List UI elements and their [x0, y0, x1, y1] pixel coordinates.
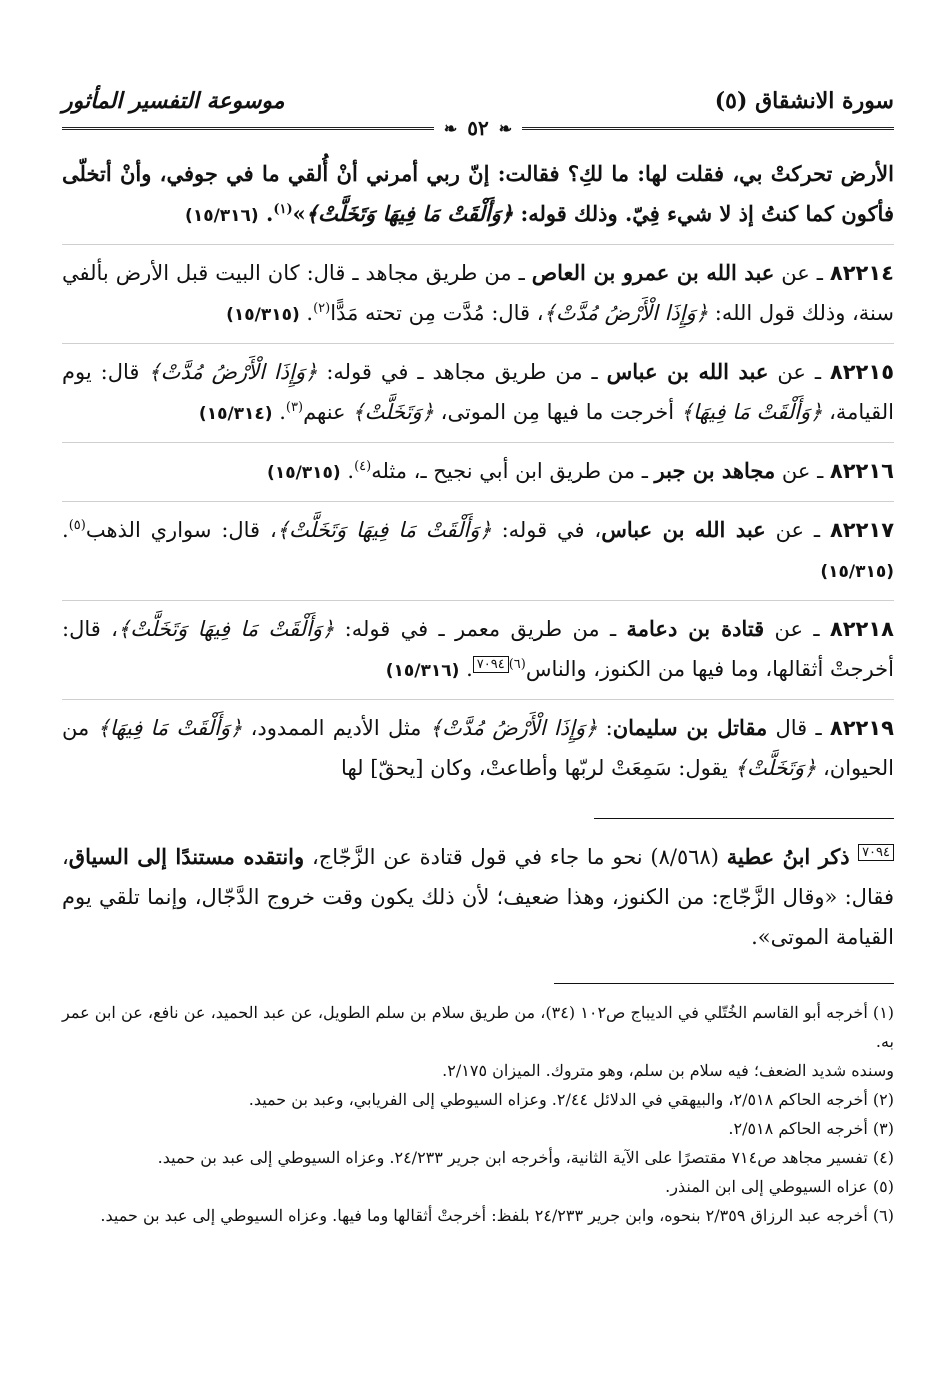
entry-82214	[62, 253, 894, 344]
text: .	[299, 301, 314, 325]
text: .	[266, 201, 274, 226]
text: ، قال: مُدَّت مِن تحته مَدًّا	[330, 301, 544, 325]
volume-reference: (١٥/٣١٤)	[198, 404, 273, 424]
entry-82217	[62, 510, 894, 601]
entry-82218	[62, 609, 894, 700]
footnote-mark[interactable]: (٤)	[354, 459, 372, 474]
text: مثل الأديم الممدود،	[242, 716, 430, 740]
quran-quote: ﴿وَإِذَا الْأَرْضُ مُدَّتْ﴾	[429, 716, 598, 740]
entry-82216	[62, 451, 894, 502]
text: ، قال: أخرجتْ أثقالها، وما فيها من الكنوز، والناس	[62, 617, 894, 681]
ornament-icon: ❧	[498, 118, 513, 138]
footnote-divider	[554, 983, 894, 984]
narrator: عبد الله بن عباس	[606, 359, 769, 384]
entry-82219	[62, 708, 894, 796]
text: ، قال: سواري الذهب	[85, 518, 277, 542]
commentary-note	[62, 837, 894, 957]
footnote: (٤) تفسير مجاهد ص٧١٤ مقتصرًا على الآية الثانية، وأخرجه ابن جرير ٢٤/٢٣٣. وعزاه السيوطي إلى عبد بن حميد.	[157, 1148, 894, 1167]
text: .	[340, 459, 355, 483]
quran-quote: ﴿وَإِذَا الْأَرْضُ مُدَّتْ﴾	[543, 301, 709, 325]
ornament-icon: ❧	[443, 118, 458, 138]
footnote-mark[interactable]: (٥)	[68, 518, 86, 533]
text: .	[62, 518, 69, 542]
text: يقول: سَمِعَتْ لربّها وأطاعتْ، وكان [يحقّ] لها	[341, 756, 735, 780]
narrator: عبد الله بن عباس	[601, 517, 766, 542]
text: من الحيوان،	[62, 716, 894, 780]
quran-quote: ﴿وَإِذَا الْأَرْضُ مُدَّتْ﴾	[148, 360, 318, 384]
text: ـ قال	[767, 716, 830, 740]
main-text	[62, 154, 894, 796]
text: ـ عن	[774, 261, 830, 285]
text: .	[459, 657, 473, 681]
footnote: وسنده شديد الضعف؛ فيه سلام بن سلم، وهو متروك. الميزان ٢/١٧٥.	[442, 1061, 894, 1080]
text: ـ من طريق مجاهد ـ قال: كان البيت قبل الأرض بألفي سنة، وذلك قول الله:	[62, 261, 894, 325]
footnote-mark[interactable]: (١)	[273, 202, 293, 217]
commentary-divider	[594, 818, 894, 819]
entry-number: ٨٢٢١٨	[829, 617, 894, 641]
text: ـ من طريق مجاهد ـ في قوله:	[317, 360, 607, 384]
quran-quote: ﴿وَأَلْقَتْ مَا فِيهَا وَتَخَلَّتْ﴾	[305, 201, 514, 226]
footnote: (١) أخرجه أبو القاسم الخُتّلي في الديباج ص١٠٢ (٣٤)، من طريق سلام بن سلم الطويل، عن عبد الحميد، عن نافع، عن ابن عمر به.	[62, 1003, 895, 1051]
text: ـ عن	[765, 518, 830, 542]
volume-reference: (١٥/٣١٥)	[226, 305, 300, 325]
commentary-emphasis: وانتقده مستندًا إلى السياق	[68, 844, 305, 869]
book-page	[62, 70, 894, 1230]
volume-reference: (١٥/٣١٦)	[185, 206, 259, 226]
text: قال: يوم القيامة،	[62, 360, 894, 424]
quran-quote: ﴿وَأَلْقَتْ مَا فِيهَا وَتَخَلَّتْ﴾	[276, 518, 492, 542]
header-rule-left	[62, 127, 434, 130]
header-rule-right	[522, 127, 894, 130]
text: الأرض تحركتْ بي، فقلت لها: ما لكِ؟ فقالت: إنّ ربي أمرني أنْ أُلقي ما في جوفي، وأنْ أتخلّى فأكون كما كنتُ إذ لا شيء فِيّ. وذلك قوله:	[62, 161, 894, 226]
footnotes	[62, 998, 894, 1230]
narrator: مقاتل بن سليمان	[612, 715, 768, 740]
volume-reference: (١٥/٣١٦)	[385, 661, 460, 681]
footnote-mark[interactable]: (٦)	[508, 657, 526, 672]
entry-number: ٨٢٢١٤	[829, 261, 894, 285]
text: .	[272, 400, 286, 424]
text: (٨/٥٦٨) نحو ما جاء في قول قتادة عن الزَّجّاج،	[304, 845, 727, 869]
footnote: (٣) أخرجه الحاكم ٢/٥١٨.	[728, 1119, 894, 1138]
text: عنهم	[303, 400, 353, 424]
running-header	[62, 70, 894, 114]
entry-number: ٨٢٢١٦	[829, 459, 894, 483]
page-number: ٥٢	[467, 116, 489, 140]
text: أخرجت ما فيها مِن الموتى،	[434, 400, 681, 424]
footnote-mark[interactable]: (٢)	[313, 301, 331, 316]
quran-quote: ﴿وَتَخَلَّتْ﴾	[734, 756, 817, 780]
text: ـ من طريق ابن أبي نجيح ـ، مثله	[371, 459, 655, 483]
commentary-link-box[interactable]: ٧٠٩٤	[473, 656, 509, 673]
narrator: مجاهد بن جبر	[654, 458, 776, 483]
entry-number: ٨٢٢١٧	[829, 518, 895, 542]
footnote: (٢) أخرجه الحاكم ٢/٥١٨، والبيهقي في الدلائل ٢/٤٤. وعزاه السيوطي إلى الفريابي، وعبد بن حميد.	[248, 1090, 894, 1109]
quran-quote: ﴿وَأَلْقَتْ مَا فِيهَا﴾	[680, 400, 823, 424]
quran-quote: ﴿وَأَلْقَتْ مَا فِيهَا وَتَخَلَّتْ﴾	[117, 617, 335, 641]
volume-reference: (١٥/٣١٥)	[820, 562, 894, 582]
entry-82215	[62, 352, 894, 443]
entry-number: ٨٢٢١٩	[829, 716, 894, 740]
entry-number: ٨٢٢١٥	[829, 360, 895, 384]
text: ، في قوله:	[491, 518, 602, 542]
text: ـ عن	[775, 459, 830, 483]
quran-quote: ﴿وَتَخَلَّتْ﴾	[352, 400, 434, 424]
footnote: (٦) أخرجه عبد الرزاق ٢/٣٥٩ بنحوه، وابن جرير ٢٤/٢٣٣ بلفظ: أخرجتْ أثقالها وما فيها. وعزاه السيوطي إلى عبد بن حميد.	[100, 1206, 894, 1225]
series-title: موسوعة التفسير المأثور	[62, 88, 285, 114]
page-number-row	[62, 116, 894, 140]
text: ـ عن	[764, 617, 830, 641]
footnote-mark[interactable]: (٣)	[285, 400, 304, 415]
commentary-lead: ذكر ابنُ عطية	[726, 844, 859, 869]
text: ـ من طريق معمر ـ في قوله:	[334, 617, 627, 641]
volume-reference: (١٥/٣١٥)	[267, 463, 341, 483]
text: »	[292, 201, 306, 226]
narrator: عبد الله بن عمرو بن العاص	[531, 260, 775, 285]
commentary-number-box: ٧٠٩٤	[858, 844, 894, 861]
text: ـ عن	[768, 360, 830, 384]
footnote: (٥) عزاه السيوطي إلى ابن المنذر.	[665, 1177, 894, 1196]
narrator: قتادة بن دعامة	[626, 616, 765, 641]
text: :	[597, 716, 613, 740]
surah-title: سورة الانشقاق (٥)	[714, 88, 894, 114]
text: ، فقال: «وقال الزَّجّاج: من الكنوز، وهذا ضعيف؛ لأن ذلك يكون وقت خروج الدَّجّال، وإنما تلقي يوم القيامة الموتى».	[62, 845, 894, 949]
quran-quote: ﴿وَأَلْقَتْ مَا فِيهَا﴾	[97, 716, 243, 740]
continuation-paragraph	[62, 154, 894, 245]
